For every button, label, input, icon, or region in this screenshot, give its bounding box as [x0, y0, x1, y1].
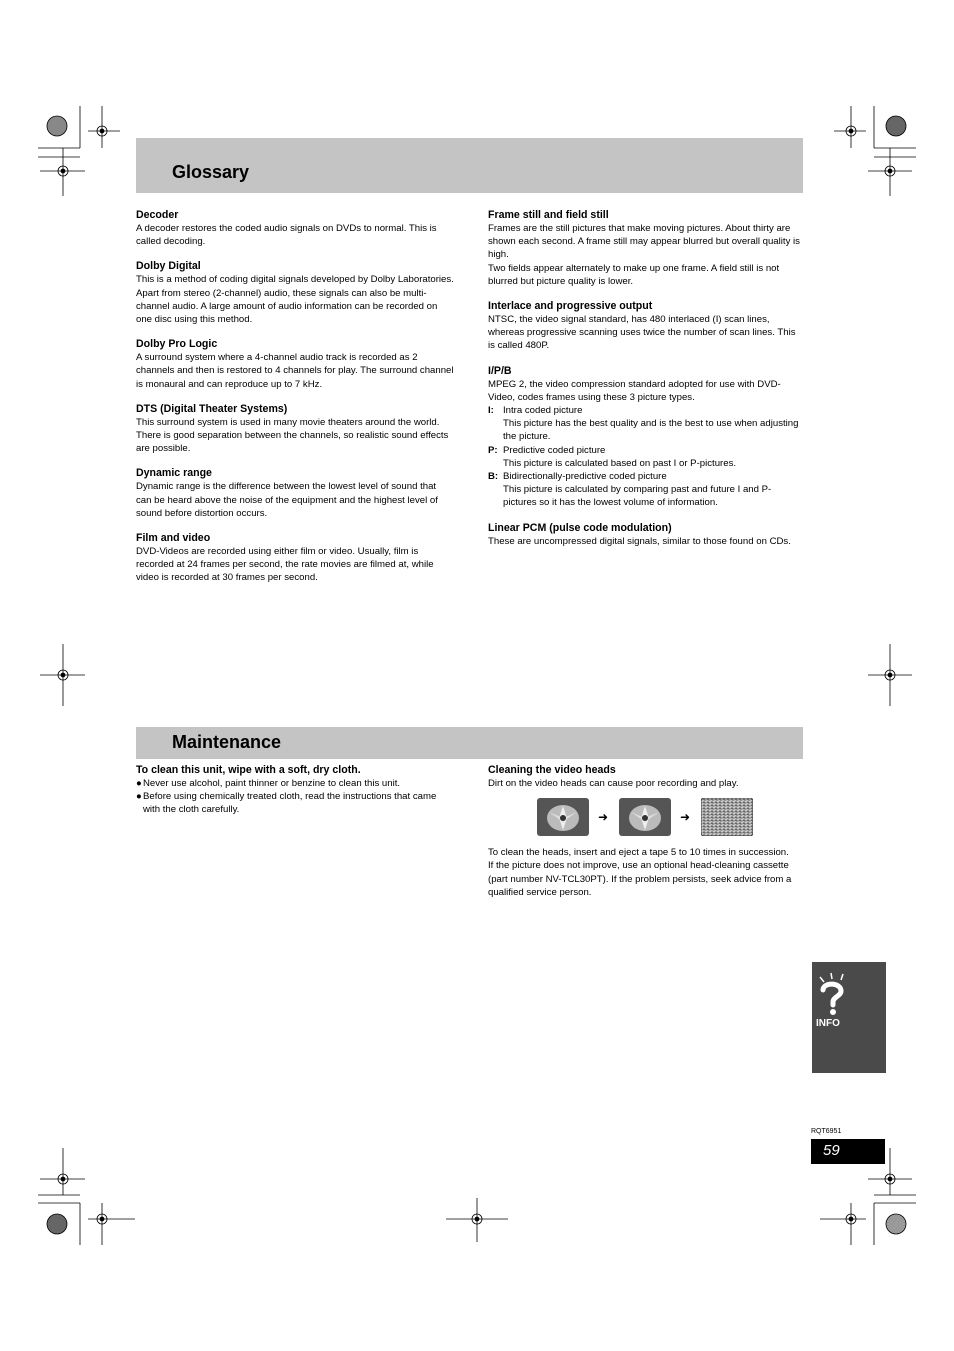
glossary-entry — [488, 365, 804, 510]
glossary-banner — [136, 138, 803, 193]
maintenance-text: If the picture does not improve, use an optional head-cleaning cassette (part number NV-TCL30PT). If the problem persists, seek advice from a qualified service person. — [488, 860, 792, 898]
maintenance-text: To clean the heads, insert and eject a tape 5 to 10 times in succession. — [488, 847, 789, 859]
arrow-right-icon: ➜ — [680, 810, 691, 824]
bullet-text: Never use alcohol, paint thinner or benzine to clean this unit. — [143, 778, 401, 789]
glossary-entry — [136, 403, 454, 456]
glossary-entry — [136, 532, 454, 585]
glossary-term: Dynamic range — [136, 467, 212, 480]
ipb-key: P: — [488, 444, 498, 456]
glossary-definition: This surround system is used in many movie theaters around the world. There is good separation between the channels, so realistic sound effects are possible. — [136, 416, 449, 455]
bullet-icon: ● — [136, 791, 142, 803]
glossary-entry — [488, 300, 804, 353]
glossary-term: Film and video — [136, 532, 211, 545]
ipb-key: B: — [488, 471, 499, 483]
clear-picture-image — [619, 798, 671, 836]
page-number-box — [811, 1139, 885, 1164]
maintenance-heading: Cleaning the video heads — [488, 764, 616, 776]
glossary-title: Glossary — [172, 162, 250, 182]
glossary-term: Decoder — [136, 209, 179, 221]
bullet-text: Before using chemically treated cloth, read the instructions that came with the cloth carefully. — [143, 791, 437, 816]
bullet-icon: ● — [136, 778, 142, 789]
ipb-desc: This picture has the best quality and is the best to use when adjusting the picture. — [503, 418, 799, 443]
noisy-picture-image — [701, 798, 753, 836]
ipb-name: Predictive coded picture — [503, 444, 606, 456]
info-side-tab — [812, 962, 886, 1073]
glossary-definition: NTSC, the video signal standard, has 480 interlaced (I) scan lines, whereas progressive scanning uses twice the number of scan lines. This is called 480P. — [488, 314, 796, 352]
maintenance-left-column — [136, 764, 454, 817]
page-number: 59 — [823, 1142, 840, 1159]
maintenance-banner — [136, 727, 803, 759]
ipb-desc: This picture is calculated by comparing past and future I and P-pictures so it has the lowest volume of information. — [503, 484, 772, 509]
document-code: RQT6951 — [811, 1128, 842, 1135]
glossary-definition: A surround system where a 4-channel audio track is recorded as 2 channels and then is restored to 4 channels for play. The surround channel is monaural and can reproduce up to 7 kHz. — [136, 352, 454, 390]
maintenance-heading: To clean this unit, wipe with a soft, dry cloth. — [136, 764, 361, 776]
ipb-key: I: — [488, 405, 494, 417]
glossary-left-column — [136, 209, 454, 597]
glossary-definition: Dynamic range is the difference between the lowest level of sound that can be heard above the noise of the equipment and the highest level of sound before distortion occurs. — [136, 481, 438, 519]
ipb-name: Intra coded picture — [503, 405, 583, 417]
glossary-entry — [136, 338, 454, 391]
glossary-term: I/P/B — [488, 364, 512, 377]
glossary-term: Dolby Digital — [136, 260, 201, 273]
glossary-term: Linear PCM (pulse code modulation) — [488, 521, 672, 534]
ipb-desc: This picture is calculated based on past I or P-pictures. — [503, 457, 737, 469]
maintenance-title: Maintenance — [172, 732, 282, 752]
glossary-entry — [136, 209, 454, 248]
bullet-item — [136, 790, 454, 816]
glossary-entry — [136, 467, 454, 520]
glossary-definition: MPEG 2, the video compression standard adopted for use with DVD-Video, codes frames using these 3 picture types. — [488, 378, 781, 403]
glossary-definition: A decoder restores the coded audio signals on DVDs to normal. This is called decoding. — [136, 223, 437, 248]
glossary-term: Dolby Pro Logic — [136, 338, 218, 351]
glossary-entry — [488, 522, 804, 548]
clear-picture-image — [537, 798, 589, 836]
glossary-definition: This is a method of coding digital signals developed by Dolby Laboratories. Apart from stereo (2-channel) audio, these signals can also be multi-channel audio. A large amount of audio information can be recorded on one disc using this method. — [136, 274, 454, 326]
glossary-right-column — [488, 209, 804, 560]
glossary-definition: Frames are the still pictures that make moving pictures. About thirty are shown each second. A frame still may appear blurred but overall quality is high. — [488, 223, 800, 261]
maintenance-text: Dirt on the video heads can cause poor recording and play. — [488, 778, 739, 789]
ipb-item-i — [488, 404, 804, 417]
info-label: INFO — [816, 1018, 840, 1029]
glossary-entry — [488, 209, 804, 288]
glossary-definition: DVD-Videos are recorded using either film or video. Usually, film is recorded at 24 frames per second, the rate movies are filmed at, while video is recorded at 30 frames per second. — [136, 546, 434, 584]
question-mark-icon — [816, 972, 856, 1016]
glossary-definition: These are uncompressed digital signals, similar to those found on CDs. — [488, 535, 791, 547]
bullet-item — [136, 777, 454, 790]
ipb-item-b — [488, 470, 804, 483]
glossary-entry — [136, 260, 454, 326]
glossary-term: DTS (Digital Theater Systems) — [136, 402, 288, 415]
ipb-name: Bidirectionally-predictive coded picture — [503, 471, 667, 483]
glossary-term: Interlace and progressive output — [488, 300, 653, 313]
glossary-definition: Two fields appear alternately to make up one frame. A field still is not blurred but picture quality is lower. — [488, 262, 780, 287]
arrow-right-icon: ➜ — [598, 810, 609, 824]
ipb-item-p — [488, 444, 804, 457]
glossary-term: Frame still and field still — [488, 209, 609, 221]
